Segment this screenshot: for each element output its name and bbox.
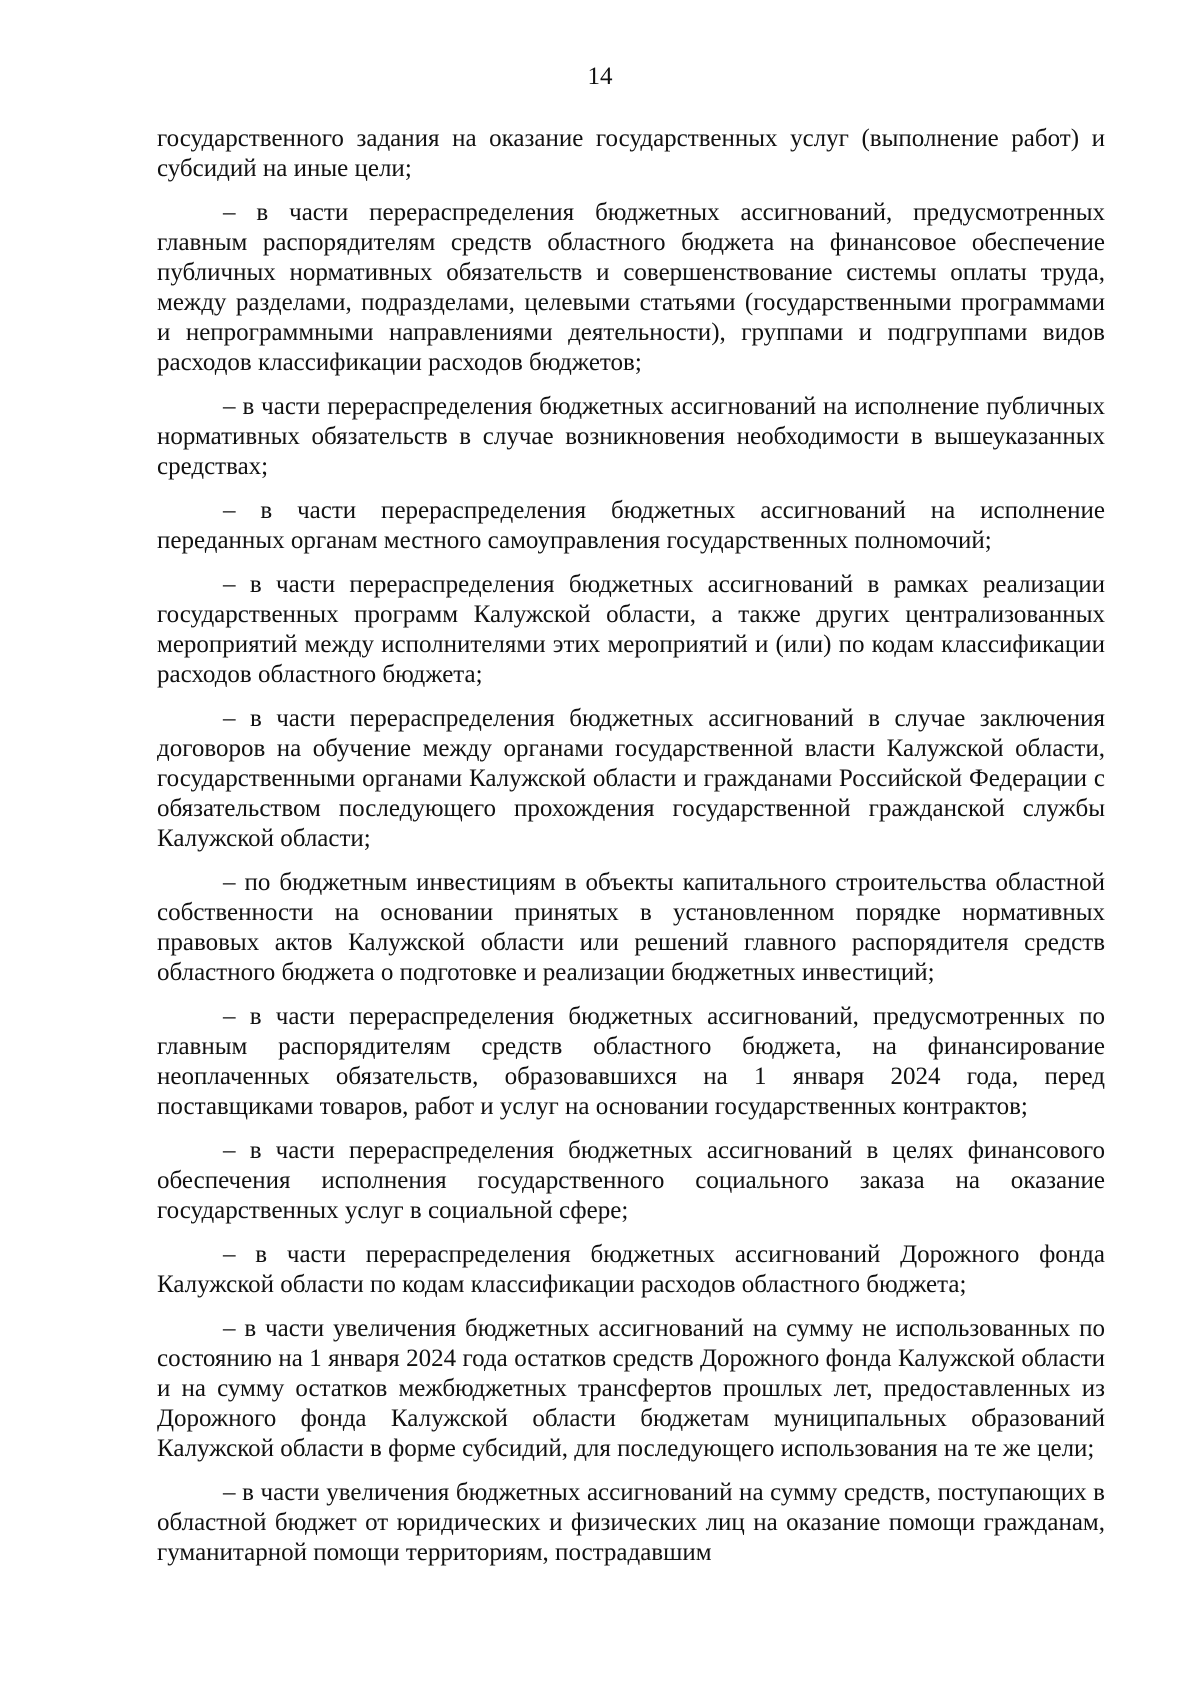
paragraph-continuation: государственного задания на оказание государственных услуг (выполнение работ) и субсидий на иные цели; bbox=[157, 125, 1105, 182]
paragraph-item: – в части перераспределения бюджетных ассигнований на исполнение переданных органам местного самоуправления государственных полномочий; bbox=[157, 497, 1105, 554]
paragraph-item: – в части перераспределения бюджетных ассигнований в рамках реализации государственных программ Калужской области, а также других централизованных мероприятий между исполнителями этих мероприятий и (или) по кодам классификации расходов областного бюджета; bbox=[157, 571, 1105, 688]
document-body bbox=[157, 124, 1105, 1582]
paragraph-item: – по бюджетным инвестициям в объекты капитального строительства областной собственности на основании принятых в установленном порядке нормативных правовых актов Калужской области или решений главного распорядителя средств областного бюджета о подготовке и реализации бюджетных инвестиций; bbox=[157, 869, 1105, 986]
paragraph-item: – в части перераспределения бюджетных ассигнований в целях финансового обеспечения исполнения государственного социального заказа на оказание государственных услуг в социальной сфере; bbox=[157, 1137, 1105, 1224]
paragraph-item-cut: – в части увеличения бюджетных ассигнований на сумму средств, поступающих в областной бюджет от юридических и физических лиц на оказание помощи гражданам, гуманитарной помощи территориям, пострадавшим bbox=[157, 1479, 1105, 1566]
paragraph-item: – в части перераспределения бюджетных ассигнований, предусмотренных главным распорядителям средств областного бюджета на финансовое обеспечение публичных нормативных обязательств и совершенствование системы оплаты труда, между разделами, подразделами, целевыми статьями (государственными программами и непрограммными направлениями деятельности), группами и подгруппами видов расходов классификации расходов бюджетов; bbox=[157, 199, 1105, 376]
paragraph-item: – в части перераспределения бюджетных ассигнований Дорожного фонда Калужской области по кодам классификации расходов областного бюджета; bbox=[157, 1241, 1105, 1298]
paragraph-item: – в части перераспределения бюджетных ассигнований, предусмотренных по главным распорядителям средств областного бюджета, на финансирование неоплаченных обязательств, образовавшихся на 1 января 2024 года, перед поставщиками товаров, работ и услуг на основании государственных контрактов; bbox=[157, 1003, 1105, 1120]
paragraph-item: – в части перераспределения бюджетных ассигнований на исполнение публичных нормативных обязательств в случае возникновения необходимости в вышеуказанных средствах; bbox=[157, 393, 1105, 480]
paragraph-item: – в части перераспределения бюджетных ассигнований в случае заключения договоров на обучение между органами государственной власти Калужской области, государственными органами Калужской области и гражданами Российской Федерации с обязательством последующего прохождения государственной гражданской службы Калужской области; bbox=[157, 705, 1105, 852]
page-number: 14 bbox=[587, 63, 613, 90]
paragraph-item: – в части увеличения бюджетных ассигнований на сумму не использованных по состоянию на 1 января 2024 года остатков средств Дорожного фонда Калужской области и на сумму остатков межбюджетных трансфертов прошлых лет, предоставленных из Дорожного фонда Калужской области бюджетам муниципальных образований Калужской области в форме субсидий, для последующего использования на те же цели; bbox=[157, 1315, 1105, 1462]
